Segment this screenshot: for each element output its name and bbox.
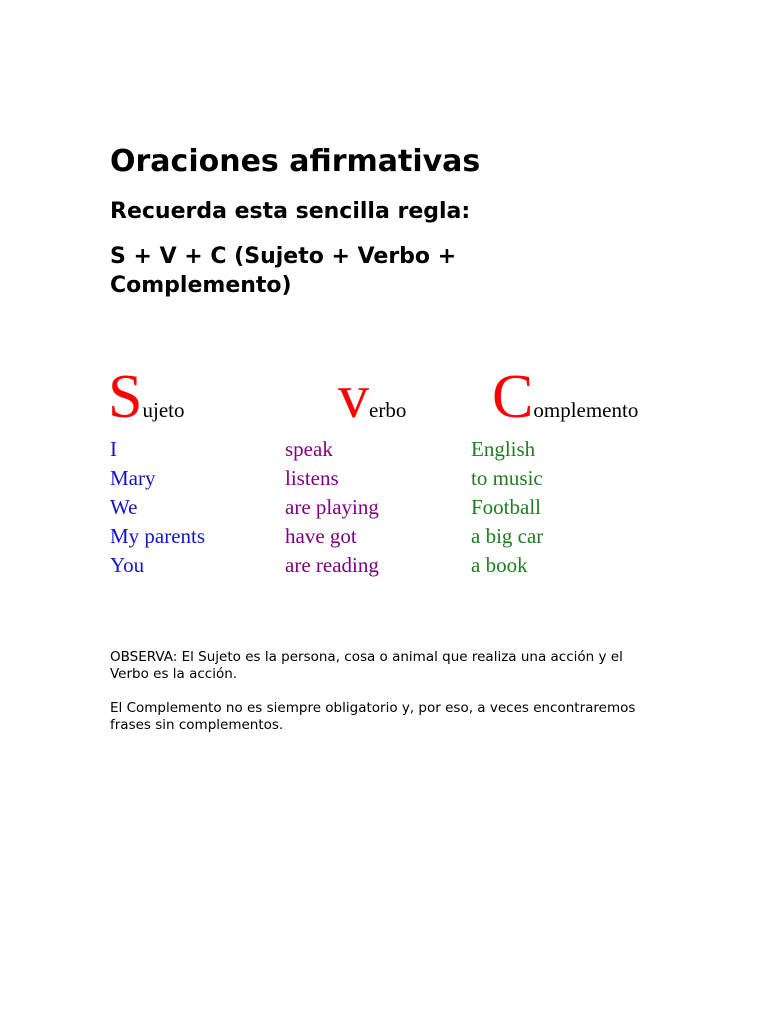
complement-cell: to music: [471, 466, 543, 490]
verb-column: [285, 435, 379, 580]
subject-cell: My parents: [110, 524, 206, 548]
subject-cell: We: [110, 495, 138, 519]
observa-note: OBSERVA: El Sujeto es la persona, cosa o animal que realiza una acción y el Verbo es la acción.: [110, 649, 623, 682]
complement-cell: Football: [471, 495, 542, 519]
header-sujeto-initial: S: [108, 363, 143, 431]
rule-subtitle: Recuerda esta sencilla regla:: [110, 199, 471, 224]
subject-column: [110, 435, 205, 580]
verb-cell: listens: [285, 466, 339, 490]
complement-cell: a big car: [471, 524, 544, 548]
header-sujeto: [108, 363, 185, 432]
verb-cell: are playing: [285, 495, 379, 519]
header-complemento-rest: omplemento: [533, 398, 639, 422]
header-complemento: [492, 363, 639, 432]
header-verbo: [338, 363, 407, 432]
header-complemento-initial: C: [492, 363, 534, 431]
verb-cell: are reading: [285, 553, 379, 577]
header-sujeto-rest: ujeto: [142, 398, 185, 422]
complemento-note: El Complemento no es siempre obligatorio y, por eso, a veces encontraremos frases sin complementos.: [110, 700, 636, 733]
subject-cell: Mary: [110, 466, 156, 490]
subject-cell: I: [110, 437, 117, 461]
header-verbo-rest: erbo: [369, 398, 407, 422]
verb-cell: speak: [285, 437, 333, 461]
complement-cell: a book: [471, 553, 528, 577]
header-verbo-initial: v: [338, 363, 369, 431]
svc-formula: S + V + C (Sujeto + Verbo + Complemento): [110, 244, 457, 298]
complement-cell: English: [471, 437, 536, 461]
complement-column: [471, 435, 543, 580]
verb-cell: have got: [285, 524, 357, 548]
subject-cell: You: [110, 553, 145, 577]
page-title: Oraciones afirmativas: [110, 144, 481, 179]
